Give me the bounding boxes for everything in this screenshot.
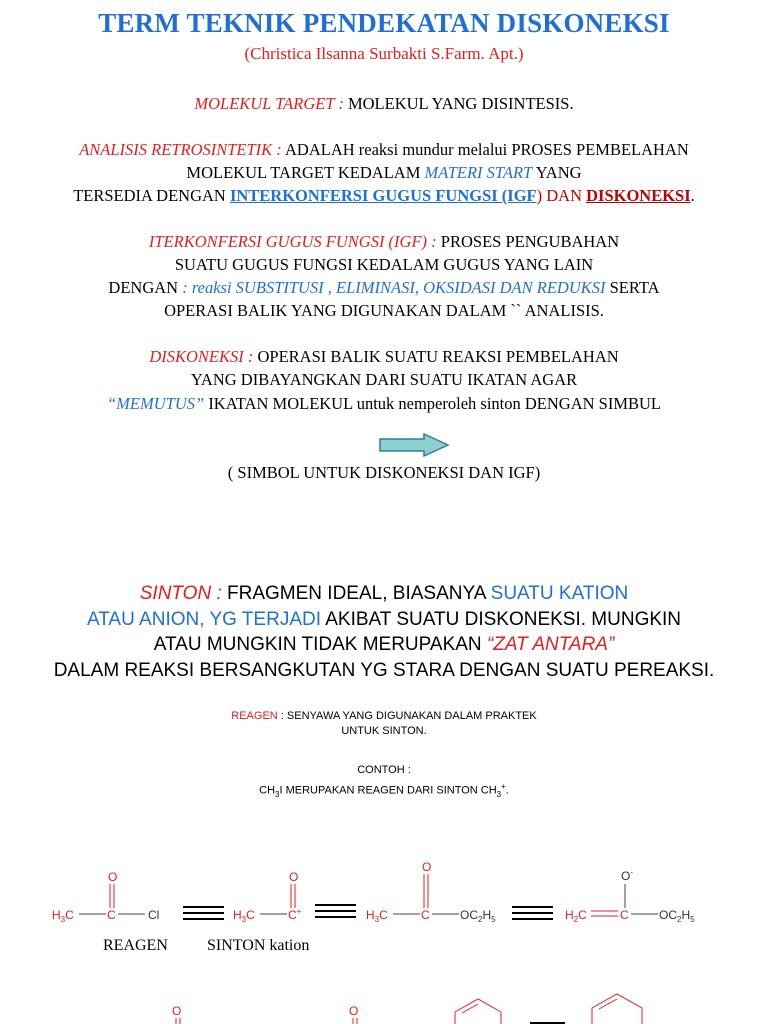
reagen-label: REAGEN bbox=[103, 937, 168, 954]
igf-line-3 bbox=[0, 278, 768, 298]
ethyl-acetate-molecule bbox=[366, 860, 496, 924]
m1-carbonyl-c: C bbox=[107, 908, 116, 922]
m2-o: O bbox=[289, 870, 299, 884]
contoh-sub-3b: 3 bbox=[496, 789, 502, 799]
m2-plus: + bbox=[296, 907, 302, 916]
igf-text-3c: SERTA bbox=[605, 278, 660, 297]
svg-text:OC2H5 bbox=[460, 908, 496, 924]
m4-sub2: 2 bbox=[573, 915, 579, 924]
m3-o: O bbox=[422, 860, 432, 874]
m1-c: C bbox=[65, 908, 74, 922]
m2-c: C bbox=[246, 908, 255, 922]
diskoneksi-term: DISKONEKSI : bbox=[149, 347, 254, 366]
page-title: TERM TEKNIK PENDEKATAN DISKONEKSI bbox=[98, 8, 670, 38]
analisis-text-3f: . bbox=[690, 186, 695, 205]
m2-carbonyl-c: C bbox=[288, 908, 297, 922]
author-line: (Christica Ilsanna Surbakti S.Farm. Apt.) bbox=[244, 44, 524, 63]
sinton-line-2 bbox=[0, 609, 768, 631]
contoh-sup-plus: + bbox=[501, 782, 506, 791]
equivalence-sign-2 bbox=[315, 905, 356, 917]
m1-o: O bbox=[108, 870, 118, 884]
igf-line-4: OPERASI BALIK YANG DIGUNAKAN DALAM `` ANALISIS. bbox=[164, 301, 604, 320]
disconnection-arrow-icon bbox=[378, 432, 452, 458]
analisis-text-1: ADALAH reaksi mundur melalui PROSES PEMBELAHAN bbox=[281, 140, 689, 159]
diskoneksi-text-1: OPERASI BALIK SUATU REAKSI PEMBELAHAN bbox=[253, 347, 619, 366]
m3-h: H bbox=[366, 908, 375, 922]
enolate-molecule bbox=[565, 868, 695, 924]
sinton-text-3a: ATAU MUNGKIN TIDAK MERUPAKAN bbox=[153, 634, 487, 655]
m2-sub3: 3 bbox=[241, 915, 247, 924]
igf-text-1: PROSES PENGUBAHAN bbox=[436, 232, 620, 251]
m3-h5: H bbox=[482, 908, 492, 922]
m4-c: C bbox=[578, 908, 587, 922]
m1-cl: Cl bbox=[148, 908, 160, 922]
analisis-term: ANALISIS RETROSINTETIK : bbox=[79, 140, 282, 159]
p2-o: O bbox=[349, 1004, 359, 1018]
m4-carbonyl-c: C bbox=[620, 908, 629, 922]
m3-sub5: 5 bbox=[491, 915, 496, 924]
memutus-text: “MEMUTUS” bbox=[107, 394, 205, 413]
partial-structures-row bbox=[172, 994, 642, 1024]
contoh-label: CONTOH : bbox=[357, 764, 411, 776]
svg-text:OC2H5 bbox=[659, 908, 695, 924]
equivalence-sign-1 bbox=[183, 907, 224, 919]
analisis-text-3d: DAN bbox=[542, 186, 587, 205]
svg-text:O- bbox=[621, 868, 633, 883]
diskoneksi-line-1 bbox=[0, 347, 768, 367]
molekul-target-line bbox=[0, 94, 768, 114]
contoh-ch: CH bbox=[259, 784, 276, 797]
analisis-text-3a: TERSEDIA DENGAN bbox=[73, 186, 230, 205]
sinton-term: SINTON : bbox=[139, 583, 222, 604]
analisis-line-2 bbox=[0, 163, 768, 183]
sinton-line-3 bbox=[0, 634, 768, 656]
sinton-anion: ATAU ANION, YG TERJADI bbox=[86, 609, 321, 630]
contoh-line bbox=[0, 782, 768, 799]
m1-h: H bbox=[52, 908, 61, 922]
sinton-kation: SUATU KATION bbox=[490, 583, 629, 604]
m4-h: H bbox=[565, 908, 574, 922]
diskoneksi-link[interactable]: DISKONEKSI bbox=[586, 186, 691, 205]
m4-minus: - bbox=[630, 868, 634, 877]
igf-term: ITERKONFERSI GUGUS FUNGSI (IGF) : bbox=[148, 232, 437, 251]
acylium-cation-molecule bbox=[233, 870, 302, 924]
svg-text:H3C bbox=[366, 908, 388, 924]
sinton-line-1 bbox=[0, 583, 768, 605]
analisis-line-3 bbox=[0, 186, 768, 206]
contoh-sub-3a: 3 bbox=[275, 789, 280, 799]
m4-sub5: 5 bbox=[690, 915, 695, 924]
molekul-target-def: MOLEKUL YANG DISINTESIS. bbox=[343, 94, 574, 113]
m2-h: H bbox=[233, 908, 242, 922]
m3-oc: OC bbox=[460, 908, 478, 922]
svg-text:H2C bbox=[565, 908, 587, 924]
equivalence-sign-3 bbox=[512, 907, 553, 919]
reagen-text-1: : SENYAWA YANG DIGUNAKAN DALAM PRAKTEK bbox=[277, 710, 537, 722]
svg-text:C+ bbox=[288, 907, 302, 922]
analisis-text-2c: YANG bbox=[532, 163, 582, 182]
diskoneksi-line-3 bbox=[0, 394, 768, 414]
diskoneksi-text-3b: IKATAN MOLEKUL untuk nemperoleh sinton DENGAN SIMBUL bbox=[204, 394, 661, 413]
zat-antara: “ZAT ANTARA” bbox=[486, 634, 615, 655]
igf-link[interactable]: INTERKONFERSI GUGUS FUNGSI (IGF bbox=[229, 186, 537, 205]
acetyl-chloride-molecule bbox=[52, 870, 159, 924]
sinton-text-2b: AKIBAT SUATU DISKONEKSI. MUNGKIN bbox=[321, 609, 682, 630]
materi-start: MATERI START bbox=[424, 163, 533, 182]
igf-reactions: : reaksi SUBSTITUSI , ELIMINASI, OKSIDASI DAN REDUKSI bbox=[182, 278, 606, 297]
igf-text-3a: DENGAN bbox=[108, 278, 183, 297]
reaction-scheme bbox=[0, 860, 768, 1024]
sinton-line-4: DALAM REAKSI BERSANGKUTAN YG STARA DENGAN SUATU PEREAKSI. bbox=[53, 660, 715, 681]
m4-sub2b: 2 bbox=[677, 915, 682, 924]
p1-o: O bbox=[172, 1004, 182, 1018]
m3-carbonyl-c: C bbox=[421, 908, 430, 922]
m4-o: O bbox=[621, 869, 631, 883]
igf-line-2: SUATU GUGUS FUNGSI KEDALAM GUGUS YANG LAIN bbox=[174, 255, 594, 274]
svg-text:H3C bbox=[52, 908, 74, 924]
analisis-line-1 bbox=[0, 140, 768, 160]
m4-h5: H bbox=[681, 908, 691, 922]
reagen-line-1 bbox=[0, 710, 768, 722]
contoh-text: I MERUPAKAN REAGEN DARI SINTON CH bbox=[279, 784, 497, 797]
igf-line-1 bbox=[0, 232, 768, 252]
contoh-dot: . bbox=[505, 784, 509, 797]
reagen-term: REAGEN bbox=[231, 710, 278, 722]
analisis-text-3c: ) bbox=[536, 186, 543, 205]
diskoneksi-line-2: YANG DIBAYANGKAN DARI SUATU IKATAN AGAR bbox=[190, 370, 578, 389]
reagen-line-2: UNTUK SINTON. bbox=[341, 725, 427, 737]
m3-sub3: 3 bbox=[374, 915, 380, 924]
m3-sub2: 2 bbox=[478, 915, 483, 924]
sinton-kation-label: SINTON kation bbox=[207, 937, 310, 954]
svg-text:H3C bbox=[233, 908, 255, 924]
symbol-caption: ( SIMBOL UNTUK DISKONEKSI DAN IGF) bbox=[227, 463, 541, 482]
m4-oc: OC bbox=[659, 908, 677, 922]
sinton-text-1a: FRAGMEN IDEAL, BIASANYA bbox=[221, 583, 491, 604]
molekul-target-term: MOLEKUL TARGET : bbox=[194, 94, 344, 113]
analisis-text-2a: MOLEKUL TARGET KEDALAM bbox=[186, 163, 425, 182]
m3-c: C bbox=[379, 908, 388, 922]
m1-sub3: 3 bbox=[60, 915, 66, 924]
